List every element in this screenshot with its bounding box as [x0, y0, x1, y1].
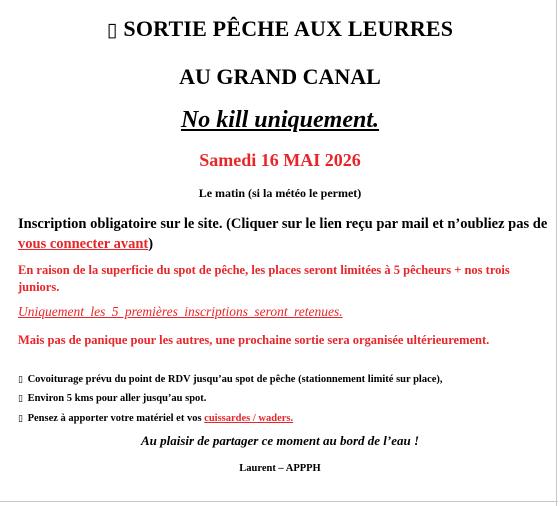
inscription-paragraph: [18, 214, 548, 254]
title-line-2: AU GRAND CANAL: [179, 64, 381, 89]
bullet-carpool: [18, 374, 548, 385]
first-five-notice: Uniquement les 5 premières inscriptions seront retenues.: [18, 304, 343, 319]
signature: Laurent – APPPH: [239, 463, 321, 474]
bullet-distance-text: Environ 5 kms pour aller jusqu’au spot.: [27, 393, 207, 404]
bullet-equipment-text: Pensez à apporter votre matériel et vos: [27, 413, 205, 424]
bullet-carpool-text: Covoiturage prévu du point de RDV jusqu’au spot de pêche (stationnement limité sur place),: [27, 374, 443, 385]
event-time-note: Le matin (si la météo le permet): [198, 186, 362, 200]
waders-link[interactable]: cuissardes / waders.: [204, 413, 294, 424]
closing-line: Au plaisir de partager ce moment au bord de l’eau !: [140, 433, 420, 448]
missing-glyph-icon: ▯: [106, 19, 118, 41]
bullet-glyph-icon: ▯: [18, 414, 23, 424]
no-panic-paragraph: Mais pas de panique pour les autres, une prochaine sortie sera organisée ultérieurement.: [18, 333, 490, 347]
inscription-text: Inscription obligatoire sur le site. (Cliquer sur le lien reçu par mail et n’oubliez pas de: [18, 216, 548, 232]
limit-paragraph: En raison de la superficie du spot de pêche, les places seront limitées à 5 pêcheurs + nos trois juniors.: [18, 263, 510, 294]
bullet-glyph-icon: ▯: [18, 394, 23, 404]
page-border-bottom: [0, 501, 558, 502]
event-date: Samedi 16 MAI 2026: [199, 150, 361, 170]
connect-link[interactable]: vous connecter avant: [18, 236, 149, 252]
bullet-glyph-icon: ▯: [18, 375, 23, 385]
title-line-1: [0, 16, 560, 42]
bullet-distance: [18, 393, 548, 404]
title-line-3: No kill uniquement.: [180, 107, 380, 133]
bullet-equipment: [18, 413, 548, 424]
inscription-end: ): [148, 236, 154, 252]
title-line-1-text: SORTIE PÊCHE AUX LEURRES: [123, 16, 454, 41]
